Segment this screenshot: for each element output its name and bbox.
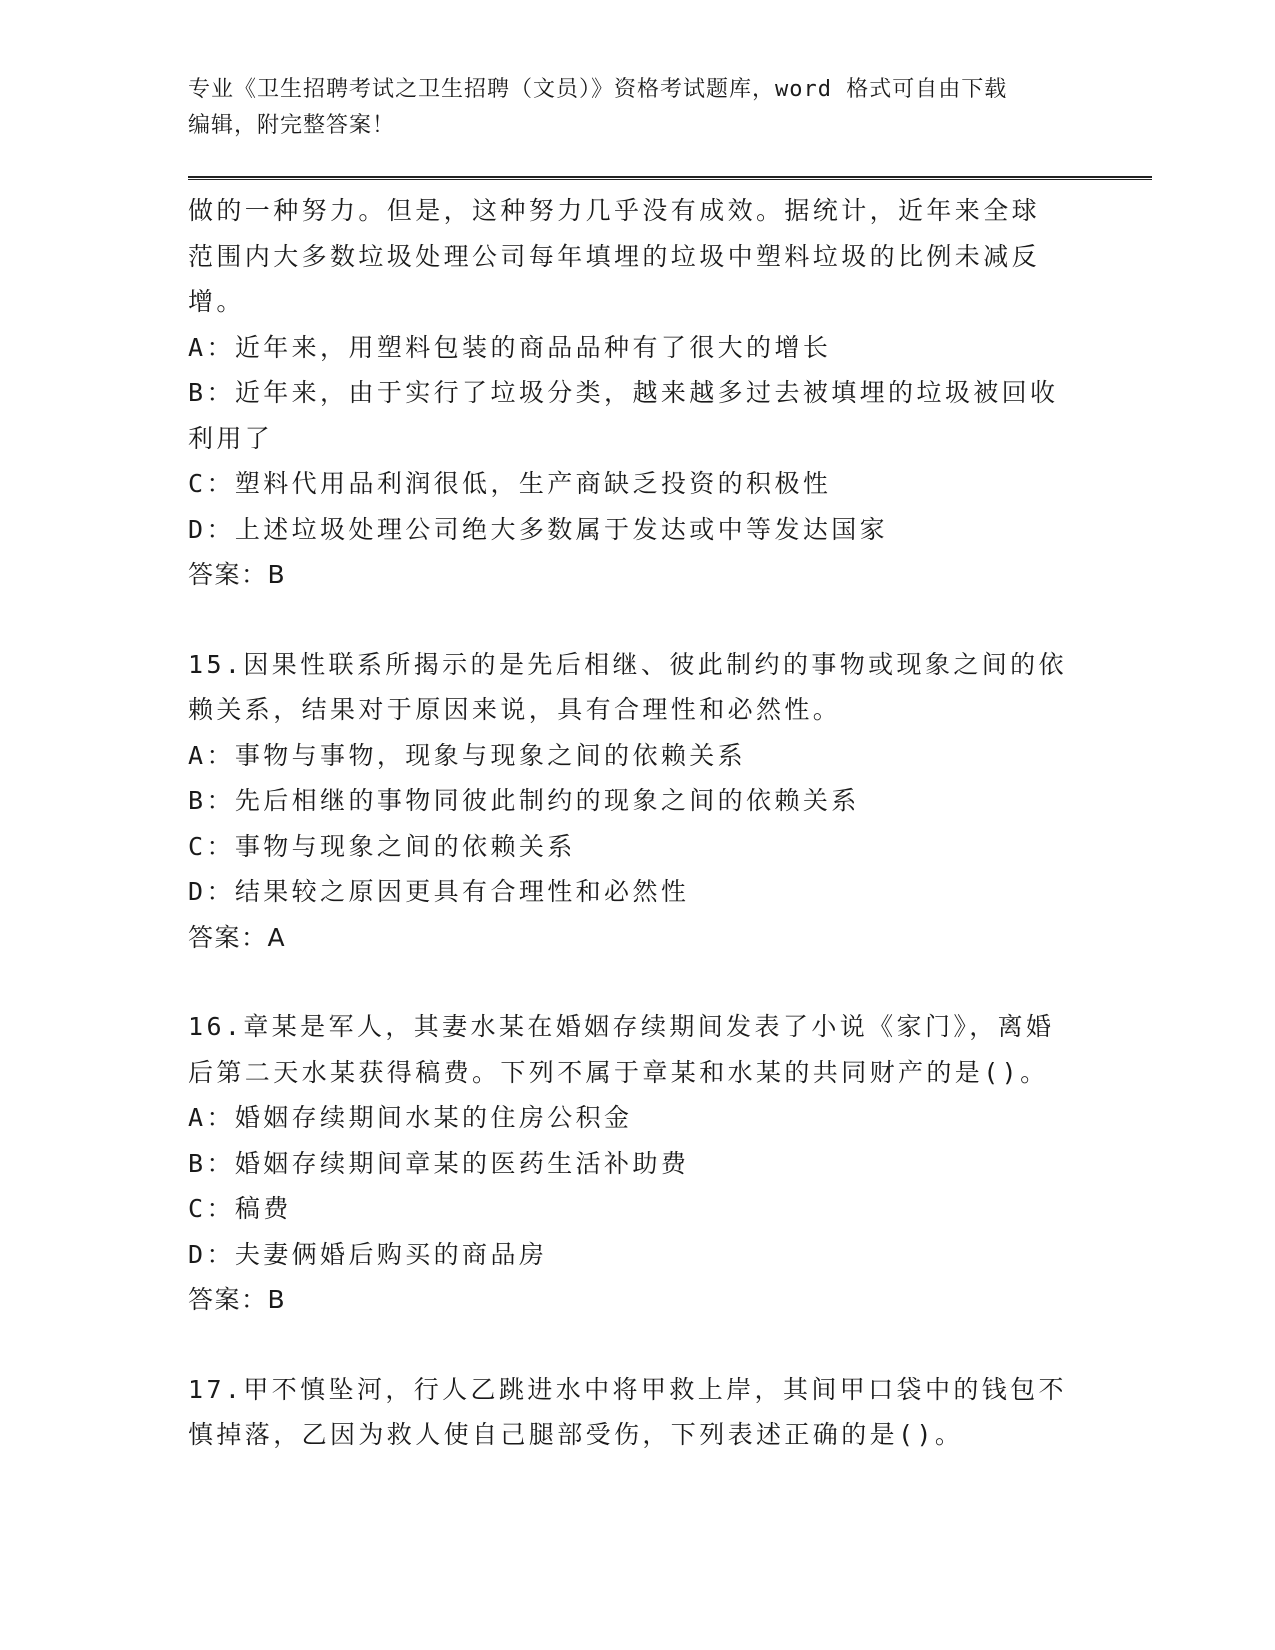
question-15-option-c: C：事物与现象之间的依赖关系 bbox=[188, 831, 576, 861]
question-17 bbox=[188, 1367, 1088, 1458]
question-16-stem-line-2: 后第二天水某获得稿费。下列不属于章某和水某的共同财产的是()。 bbox=[188, 1057, 1049, 1087]
question-spacer bbox=[188, 960, 1088, 1004]
question-15 bbox=[188, 642, 1088, 961]
question-content bbox=[188, 188, 1088, 1458]
question-16-stem-line-1: 16.章某是军人，其妻水某在婚姻存续期间发表了小说《家门》，离婚 bbox=[188, 1012, 1055, 1041]
question-15-option-a: A：事物与事物，现象与现象之间的依赖关系 bbox=[188, 740, 747, 770]
question-15-answer: 答案：A bbox=[188, 922, 287, 952]
question-14-option-b-line-2: 利用了 bbox=[188, 423, 274, 453]
question-16-option-c: C：稿费 bbox=[188, 1194, 292, 1223]
header-line-1: 专业《卫生招聘考试之卫生招聘（文员）》资格考试题库，word 格式可自由下载 bbox=[188, 77, 1008, 102]
question-15-stem-line-2: 赖关系，结果对于原因来说，具有合理性和必然性。 bbox=[188, 695, 842, 724]
question-15-option-b: B：先后相继的事物同彼此制约的现象之间的依赖关系 bbox=[188, 786, 860, 815]
question-spacer bbox=[188, 1323, 1088, 1367]
question-14-stem-line-3: 增。 bbox=[188, 287, 245, 316]
question-14-option-d: D：上述垃圾处理公司绝大多数属于发达或中等发达国家 bbox=[188, 514, 889, 544]
question-14 bbox=[188, 188, 1088, 598]
header-line-2: 编辑，附完整答案！ bbox=[188, 113, 396, 138]
question-16-option-d: D：夫妻俩婚后购买的商品房 bbox=[188, 1239, 548, 1269]
question-14-option-a: A：近年来，用塑料包装的商品品种有了很大的增长 bbox=[188, 332, 832, 362]
question-spacer bbox=[188, 598, 1088, 642]
question-16-option-b: B：婚姻存续期间章某的医药生活补助费 bbox=[188, 1148, 690, 1178]
question-17-stem-line-2: 慎掉落，乙因为救人使自己腿部受伤，下列表述正确的是()。 bbox=[188, 1420, 964, 1449]
question-17-stem-line-1: 17.甲不慎坠河，行人乙跳进水中将甲救上岸，其间甲口袋中的钱包不 bbox=[188, 1374, 1067, 1404]
question-14-answer: 答案：B bbox=[188, 560, 287, 589]
question-14-option-c: C：塑料代用品利润很低，生产商缺乏投资的积极性 bbox=[188, 469, 832, 498]
question-16-option-a: A：婚姻存续期间水某的住房公积金 bbox=[188, 1103, 633, 1132]
question-14-option-b-line-1: B：近年来，由于实行了垃圾分类，越来越多过去被填埋的垃圾被回收 bbox=[188, 378, 1059, 407]
question-14-stem-line-1: 做的一种努力。但是，这种努力几乎没有成效。据统计，近年来全球 bbox=[188, 196, 1041, 225]
page-header bbox=[188, 72, 1088, 144]
question-15-stem-line-1: 15.因果性联系所揭示的是先后相继、彼此制约的事物或现象之间的依 bbox=[188, 649, 1067, 679]
question-16-answer: 答案：B bbox=[188, 1285, 287, 1314]
question-16 bbox=[188, 1004, 1088, 1323]
question-14-stem-line-2: 范围内大多数垃圾处理公司每年填埋的垃圾中塑料垃圾的比例未减反 bbox=[188, 241, 1041, 271]
question-15-option-d: D：结果较之原因更具有合理性和必然性 bbox=[188, 877, 690, 906]
header-divider bbox=[188, 176, 1152, 180]
